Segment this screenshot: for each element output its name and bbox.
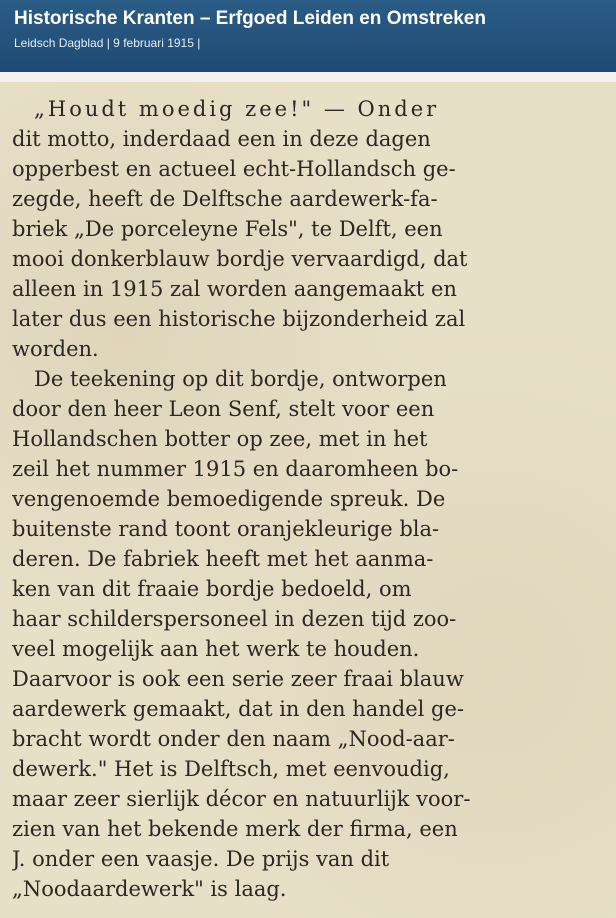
article-line: dit motto, inderdaad een in deze dagen	[12, 127, 431, 151]
article-line: De teekening op dit bordje, ontworpen	[34, 367, 447, 391]
article-line: aardewerk gemaakt, dat in den handel ge-	[12, 697, 464, 721]
article-line: worden.	[12, 337, 99, 361]
article-line: later dus een historische bijzonderheid zal	[12, 307, 466, 331]
article-line: zegde, heeft de Delftsche aardewerk-fa-	[12, 187, 438, 211]
article-line: veel mogelijk aan het werk te houden.	[12, 637, 420, 661]
article-line: zien van het bekende merk der firma, een	[12, 817, 458, 841]
newspaper-date-line: Leidsch Dagblad | 9 februari 1915 |	[14, 36, 201, 50]
article-line: zeil het nummer 1915 en daaromheen bo-	[12, 457, 459, 481]
article-line: dewerk." Het is Delftsch, met eenvoudig,	[12, 757, 450, 781]
article-line: „Houdt moedig zee!" — Onder	[34, 97, 440, 121]
site-title[interactable]: Historische Kranten – Erfgoed Leiden en Omstreken	[14, 8, 486, 29]
article-line: alleen in 1915 zal worden aangemaakt en	[12, 277, 457, 301]
article-line: Hollandschen botter op zee, met in het	[12, 427, 428, 451]
article-line: ken van dit fraaie bordje bedoeld, om	[12, 577, 412, 601]
article-line: opperbest en actueel echt-Hollandsch ge-	[12, 157, 456, 181]
site-header	[0, 0, 616, 72]
article-line: J. onder een vaasje. De prijs van dit	[12, 847, 390, 871]
article-line: maar zeer sierlijk décor en natuurlijk voor-	[12, 787, 471, 811]
article-line: „Noodaardewerk" is laag.	[12, 877, 287, 901]
article-line: vengenoemde bemoedigende spreuk. De	[12, 487, 446, 511]
header-divider	[0, 72, 616, 82]
article-line: door den heer Leon Senf, stelt voor een	[12, 397, 435, 421]
newspaper-clipping	[0, 82, 616, 918]
article-line: Daarvoor is ook een serie zeer fraai blauw	[12, 667, 464, 691]
article-line: bracht wordt onder den naam „Nood-aar-	[12, 727, 455, 751]
article-line: deren. De fabriek heeft met het aanma-	[12, 547, 434, 571]
article-line: briek „De porceleyne Fels", te Delft, een	[12, 217, 443, 241]
article-line: buitenste rand toont oranjekleurige bla-	[12, 517, 440, 541]
article-line: haar schilderspersoneel in dezen tijd zoo-	[12, 607, 457, 631]
article-line: mooi donkerblauw bordje vervaardigd, dat	[12, 247, 468, 271]
